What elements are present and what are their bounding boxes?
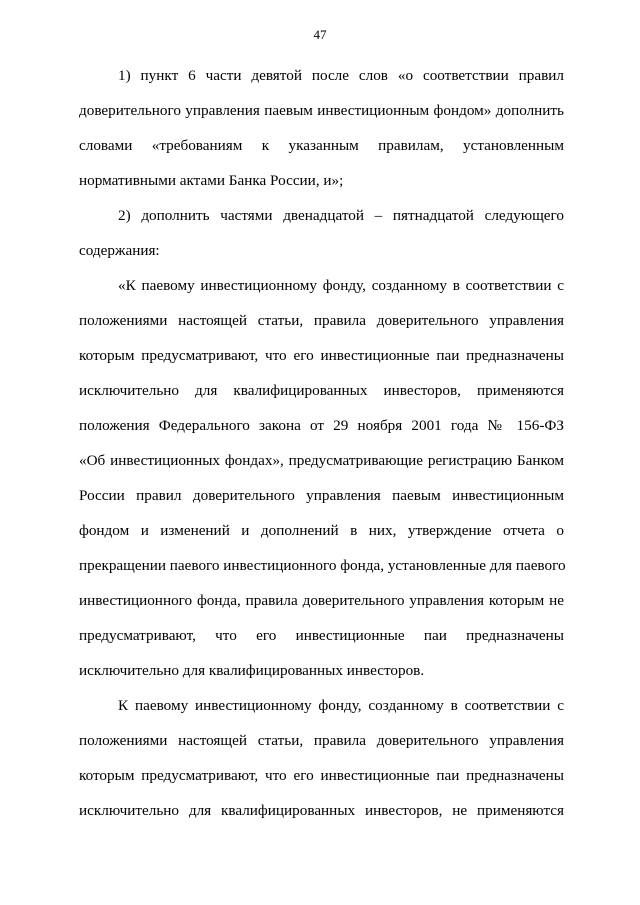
text-line: К паевому инвестиционному фонду, созданному в соответствии с xyxy=(118,697,564,714)
text-line: доверительного управления паевым инвестиционным фондом» дополнить xyxy=(79,102,564,119)
text-line: словами «требованиям к указанным правилам, установленным xyxy=(79,137,564,154)
text-line: положениями настоящей статьи, правила доверительного управления xyxy=(79,732,564,749)
text-line: содержания: xyxy=(79,242,160,259)
text-line: исключительно для квалифицированных инвесторов. xyxy=(79,662,425,679)
text-line: инвестиционного фонда, правила доверительного управления которым не xyxy=(79,592,564,609)
text-line: «Об инвестиционных фондах», предусматривающие регистрацию Банком xyxy=(79,452,564,469)
text-line: «К паевому инвестиционному фонду, созданному в соответствии с xyxy=(118,277,564,294)
text-line: положениями настоящей статьи, правила доверительного управления xyxy=(79,312,564,329)
text-line: исключительно для квалифицированных инвесторов, не применяются xyxy=(79,802,564,819)
text-line: которым предусматривают, что его инвестиционные паи предназначены xyxy=(79,347,564,364)
text-line: исключительно для квалифицированных инвесторов, применяются xyxy=(79,382,564,399)
text-line: положения Федерального закона от 29 ноября 2001 года № 156-ФЗ xyxy=(79,417,564,434)
text-line: прекращении паевого инвестиционного фонда, установленные для паевого xyxy=(79,557,566,574)
text-line: России правил доверительного управления паевым инвестиционным xyxy=(79,487,564,504)
text-line: 2) дополнить частями двенадцатой – пятнадцатой следующего xyxy=(118,207,564,224)
text-line: фондом и изменений и дополнений в них, утверждение отчета о xyxy=(79,522,564,539)
text-line: 1) пункт 6 части девятой после слов «о соответствии правил xyxy=(118,67,564,84)
page-number: 47 xyxy=(313,27,327,42)
text-line: которым предусматривают, что его инвестиционные паи предназначены xyxy=(79,767,564,784)
text-line: предусматривают, что его инвестиционные паи предназначены xyxy=(79,627,564,644)
text-line: нормативными актами Банка России, и»; xyxy=(79,172,344,189)
